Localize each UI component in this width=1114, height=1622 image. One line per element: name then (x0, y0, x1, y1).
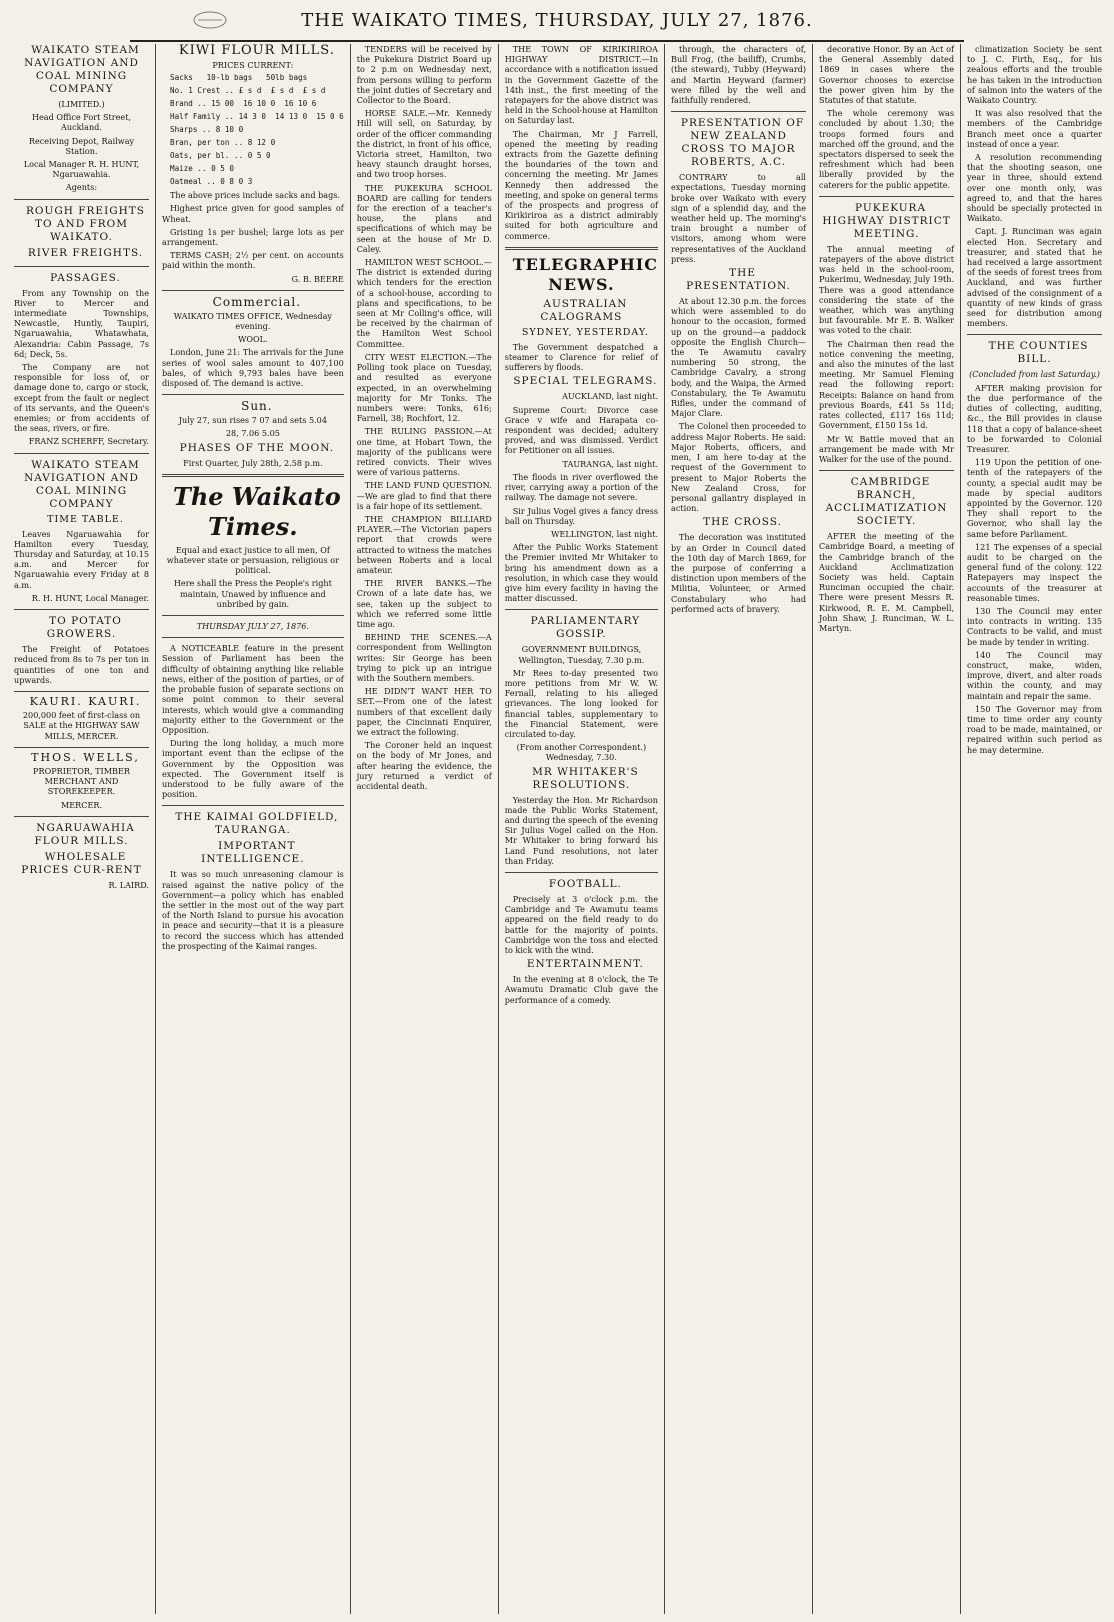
heading-special-telegrams: SPECIAL TELEGRAMS. (513, 375, 658, 388)
heading-rough-freights: ROUGH FREIGHTS TO AND FROM WAIKATO. (26, 204, 145, 243)
news-paragraph: Capt. J. Runciman was again elected Hon. Secretary and treasurer, and stated that he had received a large assortment of the seeds of forest trees from Auckland, and was further advised of the consignment of a quantity of new kinds of grass seed for distribution among members. (967, 226, 1103, 329)
receiving-depot: Receiving Depot, Railway Station. (28, 135, 135, 156)
library-stamp-mark (190, 8, 230, 32)
entertainment-text: In the evening at 8 o'clock, the Te Awamutu Dramatic Club gave the performance of a comedy. (504, 974, 659, 1005)
price-row: Oats, per bl. .. 0 5 0 (170, 151, 271, 161)
prices-current: PRICES CURRENT: (212, 60, 294, 70)
pukekura-text: The Chairman then read the notice convening the meeting, and also the minutes of the last meeting. Mr Samuel Fleming read the following report: Receipts: Balance on hand from previous Boards, £41 5s 11d; rates collected, £117 16s 11d; Government, £150 15s 1d. (819, 338, 955, 431)
dateline-govt-buildings: GOVERNMENT BUILDINGS, Wellington, Tuesday, 7.30 p.m. (518, 644, 645, 665)
heading-sun: Sun. (241, 399, 273, 414)
heading-kaimai-goldfield: THE KAIMAI GOLDFIELD, TAURANGA. (175, 811, 339, 837)
heading-the-cross: THE CROSS. (703, 516, 782, 529)
news-paragraph: THE TOWN OF KIRIKIRIROA HIGHWAY DISTRICT.—In accordance with a notification issued in the Government Gazette of the 14th inst., the first meeting of the ratepayers for the above district was held in the School-house at Hamilton on Saturday last. (504, 44, 659, 126)
issue-date: THURSDAY JULY 27, 1876. (196, 621, 310, 632)
dateline-wellington: WELLINGTON, last night. (551, 528, 659, 539)
heading-timetable: TIME TABLE. (47, 513, 124, 525)
counties-text: 130 The Council may enter into contracts in writing. 135 Contracts to be valid, and must be made by tender in writing. (967, 605, 1103, 647)
potato-text: The Freight of Potatoes reduced from 8s to 7s per ton in quantities of one ton and upwards. (14, 644, 149, 685)
column-6 (813, 44, 961, 1614)
telegram-text: Supreme Court: Divorce case Grace v wife and Harapata co-respondent was decided; adultery proved, and was dismissed. Verdict for Petitioner on all issues. (504, 404, 659, 456)
price-row: Half Family .. 14 3 0 14 13 0 15 0 6 (170, 112, 344, 122)
gossip-text: Mr Rees to-day presented two more petitions from Mr W. W. Fernall, relating to his alleged grievances. The long looked for financial tables, supplementary to the Financial Statement, were circulated to-day. (504, 667, 659, 739)
price-row: Maize .. 0 5 0 (170, 164, 235, 174)
wool-text: London, June 21: The arrivals for the June series of wool sales amount to 407,100 bales, of which 9,793 bales have been disposed of. The demand is active. (162, 347, 344, 389)
laird-signature: R. LAIRD. (108, 879, 149, 890)
editorial-paragraph: A NOTICEABLE feature in the present Session of Parliament has been the difficulty of obtaining anything like reliable news, either of the position of parties, or of the probable fusion of separate sections on some point common to their several interests, which would give a commanding majority either to the Government or the Opposition. (162, 643, 344, 735)
local-manager: Local Manager R. H. HUNT, Ngaruawahia. (23, 159, 140, 180)
counties-text: 140 The Council may construct, make, widen, improve, divert, and alter roads within the county, and may maintain and repair the same. (967, 649, 1103, 701)
price-row: No. 1 Crest .. £ s d £ s d £ s d (170, 86, 326, 96)
column-2 (156, 44, 351, 1614)
timetable-text: Leaves Ngaruawahia for Hamilton every Tuesday, Thursday and Saturday, at 10.15 a.m. and Mercer for Ngaruawahia every Friday at 8 a.m. (14, 528, 149, 590)
price-table-header: Sacks 10-lb bags 50lb bags (170, 73, 308, 83)
heading-kauri: KAURI. KAURI. (29, 694, 142, 708)
news-paragraph: The whole ceremony was concluded by about 1.30; the troops formed fours and marched off the ground, and the spectators dispersed to seek the refreshment which had been liberally provided by the caterers for the public appetite. (819, 108, 955, 190)
telegram-text: The floods in river overflowed the river, carrying away a portion of the railway. The damage not severe. (504, 471, 659, 503)
telegram-text: Sir Julius Vogel gives a fancy dress ball on Thursday. (504, 505, 659, 526)
price-row: Sharps .. 8 10 0 (170, 125, 244, 135)
news-paragraph: THE RIVER BANKS.—The Crown of a late date has, we see, taken up the subject to which we referred some little time ago. (356, 578, 492, 629)
heading-presentation-nz-cross: PRESENTATION OF NEW ZEALAND CROSS TO MAJOR ROBERTS, A.C. (680, 117, 805, 169)
divider (505, 247, 658, 250)
heading-important-intelligence: IMPORTANT INTELLIGENCE. (201, 840, 305, 866)
divider (14, 453, 149, 454)
heading-whitaker-resolutions: MR WHITAKER'S RESOLUTIONS. (532, 765, 639, 791)
news-paragraph: climatization Society be sent to J. C. Firth, Esq., for his zealous efforts and the trouble he has taken in the introduction of salmon into the waters of the Waikato Country. (967, 44, 1103, 106)
heading-telegraphic-news: TELEGRAPHIC NEWS. (512, 254, 659, 294)
counties-text: 150 The Governor may from time to time order any county road to be made, maintained, or repaired within such period as he may determine. (967, 703, 1103, 755)
divider (819, 196, 954, 197)
news-paragraph: It was also resolved that the members of the Cambridge Branch meet once a quarter instead of once a year. (967, 108, 1103, 149)
telegram-text: The Government despatched a steamer to Clarence for relief of sufferers by floods. (504, 341, 659, 373)
heading-commercial: Commercial. (212, 294, 302, 309)
divider (162, 394, 344, 395)
whitaker-text: Yesterday the Hon. Mr Richardson made the Public Works Statement, and during the speech of the evening Sir Julius Vogel called on the Hon. Mr Whitaker to bring forward his Land Fund resolutions, not later than Friday. (504, 794, 659, 866)
presentation-text: The Colonel then proceeded to address Major Roberts. He said: Major Roberts, officers, and men, I am here to-day at the request of the Government to present to Major Roberts the New Zealand Cross, for personal gallantry displayed in action. (671, 421, 807, 514)
column-3 (351, 44, 499, 1614)
counties-text: AFTER making provision for the due performance of the duties of collecting, auditing, &c., the Bill provides in clause 118 that a copy of balance-sheet to be forwarded to Colonial Treasurer. (967, 382, 1103, 454)
news-paragraph: The Coroner held an inquest on the body of Mr Jones, and after hearing the evidence, the jury returned a verdict of accidental death. (356, 740, 492, 792)
agents-label: Agents: (65, 182, 98, 193)
editorial-paragraph: During the long holiday, a much more important event than the eclipse of the Government by the Opposition was expected. The Government itself is understood to be fully aware of the position. (162, 738, 344, 800)
heading-passages: PASSAGES. (50, 271, 121, 284)
divider (14, 609, 149, 610)
news-paragraph: decorative Honor. By an Act of the General Assembly dated 1869 in cases where the Governor chooses to exercise the power given him by the Statutes of that statute. (819, 44, 955, 106)
heading-australian-calograms: AUSTRALIAN CALOGRAMS (540, 297, 628, 323)
hunt-signature: R. H. HUNT, Local Manager. (31, 592, 149, 603)
news-paragraph: CITY WEST ELECTION.—The Polling took place on Tuesday, and resulted as everyone expected, in an overwhelming majority for Mr Tonks. The numbers were: Tonks, 616; Farnell, 38; Rochfort, 12. (356, 351, 492, 424)
presentation-text: CONTRARY to all expectations, Tuesday morning broke over Waikato with every sign of a splendid day, and the weather held up. The morning's train brought a number of visitors, among whom were representatives of the Auckland press. (671, 172, 807, 264)
news-paragraph: THE LAND FUND QUESTION.—We are glad to find that there is a fair hope of its settlement. (356, 480, 492, 511)
heading-the-presentation: THE PRESENTATION. (686, 267, 791, 293)
sun-rises-27: July 27, sun rises 7 07 and sets 5.04 (178, 415, 327, 426)
divider (162, 637, 344, 638)
divider (162, 290, 344, 291)
sun-rises-28: 28, 7.06 5.05 (225, 428, 280, 439)
heading-kiwi-flour: KIWI FLOUR MILLS. (178, 43, 335, 58)
heading-parliamentary-gossip: PARLIAMENTARY GOSSIP. (530, 615, 641, 641)
heading-counties-bill: THE COUNTIES BILL. (988, 340, 1089, 366)
price-row: Brand .. 15 00 16 10 0 16 10 6 (170, 99, 317, 109)
divider (14, 266, 149, 267)
columns (8, 44, 1108, 1614)
news-paragraph: through, the characters of, Bull Frog, (the bailiff), Crumbs, (the steward), Tubby (Heyward) and Martin Heyward (farmer) were filled by the well and faithfully rendered. (671, 44, 807, 106)
divider (819, 470, 954, 471)
important-text: It was so much unreasoning clamour is raised against the native policy of the Government—a policy which has enabled the settler in the most out of the way part of the North Island to pursue his avocation in peace and security—that it is a pleasure to record the success which has attended the prospecting of the Kaimai ranges. (162, 869, 344, 951)
pukekura-text: Mr W. Battle moved that an arrangement be made with Mr Walker for the use of the pound. (819, 433, 955, 464)
pukekura-text: The annual meeting of ratepayers of the above district was held in the school-room, Pukerimu, Wednesday, July 19th. There was a good attendance considering the state of the weather, which was anything but favourable. Mr E. B. Walker was voted to the chair. (819, 243, 955, 336)
dateline-sydney: SYDNEY, YESTERDAY. (521, 326, 649, 338)
news-paragraph: HORSE SALE.—Mr. Kennedy Hill will sell, on Saturday, by order of the officer commanding the district, in front of his office, Victoria street, Hamilton, two heavy staunch draught horses, and two troop horses. (356, 108, 492, 180)
heading-potato-growers: TO POTATO GROWERS. (46, 615, 122, 641)
counties-text: 119 Upon the petition of one-tenth of the ratepayers of the county, a special audit may be made by special auditors appointed by the Governor. 120 They shall report to the Governor, who shall lay the same before Parliament. (967, 457, 1103, 539)
heading-football: FOOTBALL. (548, 877, 622, 890)
heading-wholesale: WHOLESALE PRICES CUR-RENT (21, 850, 142, 876)
price-row: Bran, per ton .. 8 12 0 (170, 138, 276, 148)
counties-text: 121 The expenses of a special audit to be charged on the general fund of the colony. 122 Ratepayers may inspect the accounts of the treasurer at reasonable times. (967, 541, 1103, 603)
beere-signature: G. B. BEERE (291, 273, 344, 284)
heading-entertainment: ENTERTAINMENT. (526, 958, 644, 971)
divider (505, 872, 658, 873)
head-office: Head Office Fort Street, Auckland. (31, 112, 132, 133)
limited-label: (LIMITED.) (58, 99, 105, 109)
divider (967, 334, 1102, 335)
motto-1: Equal and exact justice to all men, Of whatever state or persuasion, religious or political. (166, 544, 339, 576)
masthead-title: THE WAIKATO TIMES, THURSDAY, JULY 27, 1876. (301, 10, 813, 31)
passages-text: From any Township on the River to Mercer and intermediate Townships, Newcastle, Huntly, Taupiri, Ngaruawahia, Whatawhata, Alexandria: Cabin Passage, 7s 6d; Deck, 5s. (14, 287, 149, 359)
divider (671, 111, 806, 112)
above-prices-note: The above prices include sacks and bags. (170, 190, 341, 201)
dateline-tauranga: TAURANGA, last night. (562, 458, 659, 469)
heading-wool: WOOL. (238, 334, 268, 345)
presentation-text: At about 12.30 p.m. the forces which were assembled to do honour to the occasion, formed up on the ground—a paddock opposite the English Church—the Te Awamutu cavalry numbering 50 strong, the Cambridge Cavalry, a strong body, and the Waipa, the Armed Constabulary, the Te Awamutu Rifles, under the command of Major Clare. (671, 296, 807, 419)
news-paragraph: The Chairman, Mr J Farrell, opened the meeting by reading extracts from the Gazette defining the boundaries of the town and concerning the meeting. Mr James Kennedy then addressed the meeting, and spoke on general terms of the prospects and progress of Kirikiriroa as a district admirably suited for both agriculture and commerce. (504, 128, 659, 241)
heading-ngaruawahia-flour: NGARUAWAHIA FLOUR MILLS. (34, 821, 135, 847)
news-paragraph: BEHIND THE SCENES.—A correspondent from Wellington writes: Sir George has been trying to pick up an intrigue with the Southern members. (356, 632, 492, 683)
masthead-rule (130, 40, 964, 42)
heading-moon-phases: PHASES OF THE MOON. (179, 441, 335, 454)
football-text: Precisely at 3 o'clock p.m. the Cambridge and Te Awamutu teams appeared on the field ready to do battle for the majority of points. Cambridge won the toss and elected to kick with the wind. (504, 893, 659, 955)
wells-title: PROPRIETOR, TIMBER MERCHANT AND STOREKEEPER. (33, 765, 130, 797)
news-paragraph: HAMILTON WEST SCHOOL.—The district is extended during which tenders for the erection of a school-house, according to plans and specifications, to be seen at Mr Colling's office, will be received by the chairman of the Hamilton West School Committee. (356, 257, 492, 349)
divider (14, 816, 149, 817)
kauri-text: 200,000 feet of first-class on SALE at the HIGHWAY SAW MILLS, MERCER. (22, 710, 141, 741)
secretary-signature: FRANZ SCHERFF, Secretary. (28, 436, 149, 447)
first-quarter: First Quarter, July 28th, 2.58 p.m. (183, 457, 323, 468)
column-4 (499, 44, 665, 1614)
telegram-text: After the Public Works Statement the Premier invited Mr Whitaker to bring his amendment down as a resolution, in which case they would give him every facility in having the matter discussed. (504, 542, 659, 604)
correspondent-note: (From another Correspondent.) Wednesday, 7.30. (516, 742, 647, 763)
company-notice: The Company are not responsible for loss of, or damage done to, cargo or stock, except from the fault or neglect of its servants, and the Queen's enemies; or from accidents of the seas, rivers, or fire. (14, 362, 149, 434)
news-paragraph: THE CHAMPION BILLIARD PLAYER.—The Victorian papers report that crowds were attracted to witness the matches between Roberts and a local amateur. (356, 513, 492, 575)
heading-waikato-steam-2: WAIKATO STEAM NAVIGATION AND COAL MINING COMPANY (24, 458, 140, 510)
price-row: Oatmeal .. 0 8 0 3 (170, 177, 253, 187)
motto-2: Here shall the Press the People's right maintain, Unawed by influence and unbribed by gain. (173, 578, 332, 609)
paper-blackletter-title: The Waikato Times. (172, 481, 341, 541)
news-paragraph: THE PUKEKURA SCHOOL BOARD are calling for tenders for the erection of a teacher's house, the plans and specifications of which may be seen at the house of Mr D. Caley. (356, 182, 492, 254)
heading-cambridge-branch: CAMBRIDGE BRANCH, ACCLIMATIZATION SOCIETY. (825, 476, 948, 528)
terms-note: TERMS CASH; 2½ per cent. on accounts paid within the month. (162, 250, 344, 271)
wheat-note: Highest price given for good samples of Wheat. (162, 203, 344, 224)
news-paragraph: TENDERS will be received by the Pukekura District Board up to 2 p.m on Wednesday next, from persons willing to perform the joint duties of Secretary and Collector to the Board. (356, 44, 492, 106)
column-5 (665, 44, 813, 1614)
dateline-auckland: AUCKLAND, last night. (562, 391, 659, 402)
divider (14, 691, 149, 692)
divider (162, 805, 344, 806)
divider (505, 609, 658, 610)
column-7 (961, 44, 1108, 1614)
heading-waikato-steam-1: WAIKATO STEAM NAVIGATION AND COAL MINING COMPANY (24, 44, 140, 95)
heading-pukekura-highway: PUKEKURA HIGHWAY DISTRICT MEETING. (822, 201, 951, 240)
news-paragraph: A resolution recommending that the shooting season, one year in three, should extend over one month only, was agreed to, and that the hares should be specially protected in Waikato. (967, 152, 1103, 224)
cambridge-text: AFTER the meeting of the Cambridge Board, a meeting of the Cambridge branch of the Auckland Acclimatization Society was held. Captain Runciman occupied the chair. There were present Messrs R. Kirkwood, R. E. M. Campbell, John Shaw, J. Runciman, W. L. Martyn. (819, 531, 955, 633)
mercer-label: MERCER. (60, 799, 103, 810)
gristing-note: Gristing 1s per bushel; large lots as per arrangement. (162, 226, 344, 248)
news-paragraph: HE DIDN'T WANT HER TO SET.—From one of the latest numbers of that excellent daily paper, the Cincinnati Enquirer, we extract the following. (356, 686, 492, 737)
cross-text: The decoration was instituted by an Order in Council dated the 10th day of March 1869, for the purpose of conferring a distinction upon members of the Militia, Volunteer, or Armed Constabulary who had performed acts of bravery. (671, 532, 807, 614)
divider (162, 474, 344, 477)
times-office-dateline: WAIKATO TIMES OFFICE, Wednesday evening. (173, 310, 332, 332)
news-paragraph: THE RULING PASSION.—At one time, at Hobart Town, the majority of the publicans were retired convicts. Their wives were of various patterns. (356, 426, 492, 478)
counties-subheading: (Concluded from last Saturday.) (969, 369, 1100, 380)
divider (14, 199, 149, 200)
wells-name: THOS. WELLS, (31, 750, 140, 764)
column-1 (8, 44, 156, 1614)
divider (14, 747, 149, 748)
divider (162, 615, 344, 616)
heading-river-freights: RIVER FREIGHTS. (27, 246, 144, 259)
